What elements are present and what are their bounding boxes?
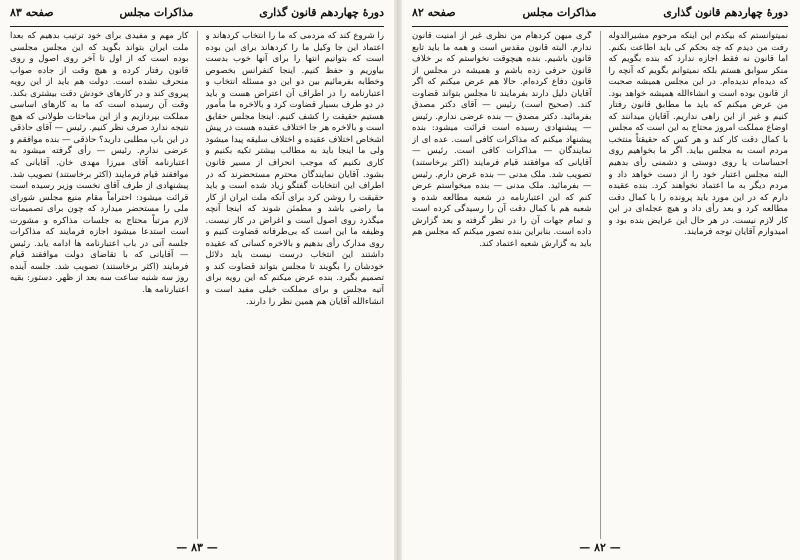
right-column-divider (600, 31, 601, 539)
right-header-page-label: صفحه ۸۲ (412, 6, 456, 19)
right-page-left-column (412, 31, 592, 539)
left-page (0, 0, 392, 560)
right-left-column-text: گری میهن کردهام من نظری غیر از امنیت قانون ندارم. البته قانون مقدس است و همه ما باید تابع قانون باشیم. بنده هیچوقت نخواستم که بر خلاف قانون حرفی زده باشم و همیشه در مجلس از قانون دفاع کرده‌ام. حالا هم عرض میکنم که اگر آقایان دلیل دارند بفرمایند تا مجلس بتواند قضاوت کند. (صحیح است) رئیس — آقای دکتر مصدق بفرمائید. دکتر مصدق — بنده عرضی ندارم. رئیس — پیشنهادی رسیده است قرائت میشود: بنده پیشنهاد میکنم که مذاکرات کافی است. عده ای از نمایندگان — مذاکرات کافی است. رئیس — آقایانی که موافقند قیام فرمایند (اکثر برخاستند) تصویب شد. ملک مدنی — بنده عرض دارم. رئیس — بفرمائید. ملک مدنی — بنده میخواستم عرض کنم که این اعتبارنامه در شعبه مطالعه شده و شعبه هم با کمال دقت آن را رسیدگی کرده است و تمام جهات آن را در نظر گرفته و بعد گزارش داده است. بنابراین بنده تصور میکنم که مجلس هم باید به گزارش شعبه اعتماد کند. (412, 31, 592, 249)
left-left-column-text: کار مهم و مفیدی برای خود ترتیب بدهیم که بعداً ملت ایران بتواند بگوید که این مجلس مجلسی بوده است که از اول تا آخر روی اصول و روی قانون رفتار کرده و هیچ وقت از جاده صواب منحرف نشده است. دولت هم باید از این رویه پیروی کند و در کارهای خودش دقت بیشتری بکند. وقت آن رسیده است که ما به کارهای اساسی مملکت بپردازیم و از این مباحثات طولانی که هیچ نتیجه ندارد صرف نظر کنیم. رئیس — آقای حاذقی در این باب مطلبی دارید؟ حاذقی — بنده موافقم و عرضی ندارم. رئیس — رأی گرفته میشود به اعتبارنامه آقای میرزا مهدی خان. آقایانی که موافقند قیام فرمایند (اکثر برخاستند) تصویب شد. پیشنهادی از طرف آقای نخست وزیر رسیده است قرائت میشود: احتراماً مقام منیع مجلس شورای ملی را مستحضر میدارد که چون برای تصمیمات لازم مرتباً محتاج به جلسات مذاکره و مشورت است استدعا میشود اجازه فرمایند که مذاکرات جلسه آتی در باب اعتبارنامه ها ادامه یابد. رئیس — آقایانی که با تقاضای دولت موافقند قیام فرمایند (اکثر برخاستند) تصویب شد. جلسه آینده روز سه شنبه ساعت سه بعد از ظهر. دستور: بقیه اعتبارنامه ها. (10, 31, 189, 296)
left-page-header (10, 6, 384, 24)
left-header-title: مذاکرات مجلس (119, 6, 194, 19)
right-header-rule (412, 26, 788, 27)
left-columns (10, 31, 384, 539)
left-page-left-column (10, 31, 189, 539)
left-header-rule (10, 26, 384, 27)
right-page-header (412, 6, 788, 24)
right-columns (412, 31, 788, 539)
right-right-column-text: نمیتوانستم که بیکدم این اینکه مرحوم مشیرالدوله رفت من دیدم که چه بحکم کی باید اطاعت بکنم. اما قانون نه فقط اجازه ندارد که بنده بگویم که منکر سوابق هستم بلکه نمیتوانم بگویم که آنچه را که دیده‌ام ندیده‌ام. در این مجلس همیشه صحبت از قانون بوده است و انشاءالله همیشه خواهد بود. من عرض میکنم که باید ما مطابق قانون رفتار کنیم و غیر از این راهی نداریم. آقایان میدانند که اوضاع مملکت امروز محتاج به این است که مجلس با کمال دقت کار کند و هر کس که حقیقتاً منتخب مردم است به مجلس بیاید. اگر ما بخواهیم روی احساسات یا روی دوستی و دشمنی رأی بدهیم البته مجلس اعتبار خود را از دست خواهد داد و مردم دیگر به ما اعتماد نخواهند کرد. بنده عقیده دارم که در این مورد باید پرونده را با کمال دقت مطالعه کرد و بعد رأی داد و هیچ عجله‌ای در این کار لازم نیست. در هر حال این عرایض بنده بود و امیدوارم آقایان توجه فرمایند. (608, 31, 788, 238)
book-gutter (394, 0, 402, 560)
right-page-number: — ۸۲ — (579, 541, 621, 554)
left-page-right-column (206, 31, 385, 539)
left-page-number: — ۸۳ — (176, 541, 218, 554)
right-header-series: دورهٔ چهاردهم قانون گذاری (663, 6, 788, 19)
left-header-page-label: صفحه ۸۳ (10, 6, 54, 19)
left-column-divider (197, 31, 198, 539)
right-page (404, 0, 800, 560)
right-page-right-column (609, 31, 789, 539)
left-header-series: دورهٔ چهاردهم قانون گذاری (259, 6, 384, 19)
left-right-column-text: را شروع کند که مردمی که ما را انتخاب کردهاند و اعتماد این جا وکیل ما را کردهاند برای این بوده است که بتوانیم انتها را برای آنها خوب بدست بیاوریم و حفظ کنیم. اینجا کنفرانس بخصوص وخطابه بفرمائیم بین دو این دو مسئله انتخاب و اعتبارنامه را در اطراف آن اعتراض هست و باید در دو طرف بسیار قضاوت کرد و بالاخره ما مأمور هستیم حقیقت را کشف کنیم. اینجا مجلس حقایق است و بالاخره هر جا اختلاف عقیده هست در پیش اشخاص اختلاف عقیده و اختلاف سلیقه پیدا میشود ولی ما اینجا باید به مطالب بیشتر تکیه بکنیم و کاری نکنیم که موجب انحراف از مسیر قانون بشود. آقایان نمایندگان محترم مستحضرند که در اطراف این انتخابات گفتگو زیاد شده است و باید حقیقت را روشن کرد برای آنکه ملت ایران از کار ما راضی باشد و مطمئن شوند که اینجا آنچه میگذرد روی اصول است و اغراض در کار نیست. وظیفه ما این است که بی‌طرفانه قضاوت کنیم و روی مدارک رأی بدهیم و بالاخره کسانی که عقیده داشتند این انتخاب درست نیست باید دلائل خودشان را بگویند تا مجلس بتواند قضاوت کند و تصمیم بگیرد. بنده عرض میکنم که این رویه برای آتیه مجلس و برای مملکت خیلی مفید است و انشاءالله آقایان هم همین نظر را دارند. (205, 31, 384, 307)
right-header-title: مذاکرات مجلس (522, 6, 597, 19)
